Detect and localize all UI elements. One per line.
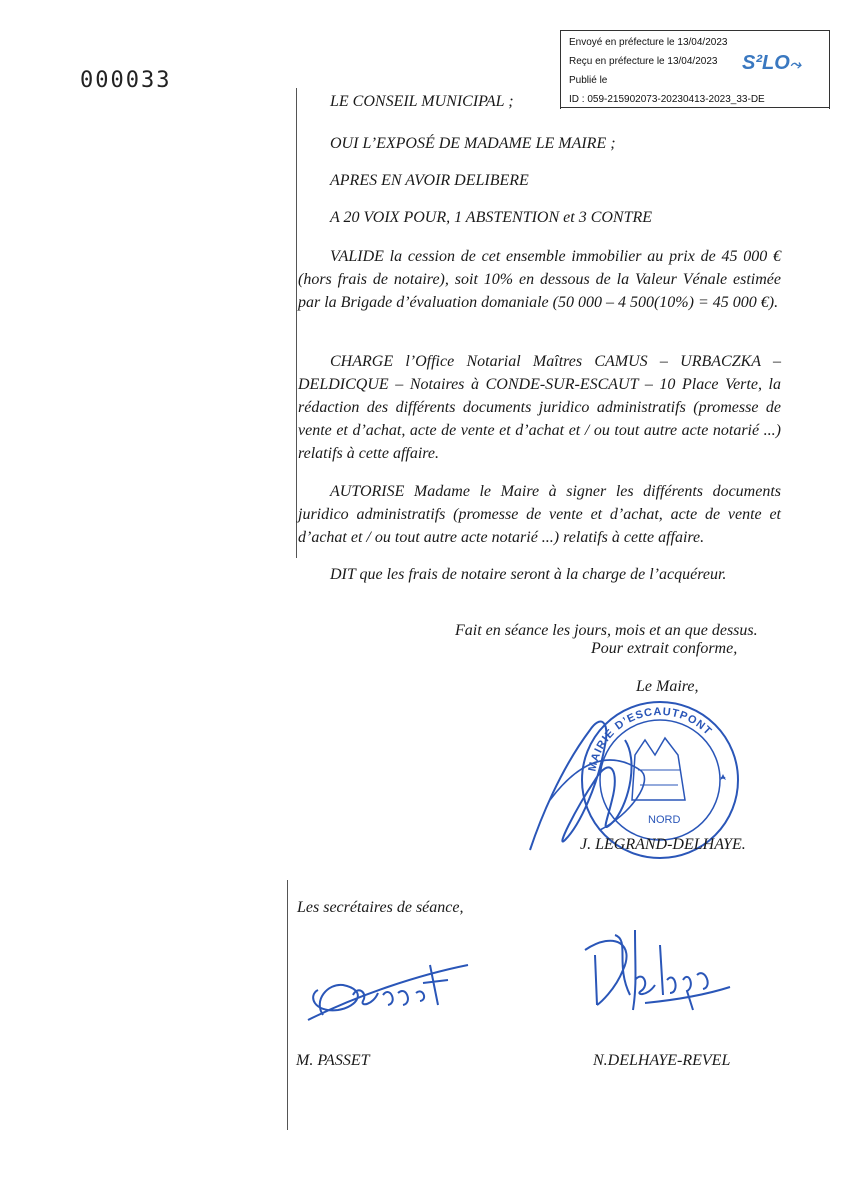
secretaries-label: Les secrétaires de séance, bbox=[297, 899, 464, 916]
secretary-left-name: M. PASSET bbox=[296, 1052, 370, 1069]
stamp-sent: Envoyé en préfecture le 13/04/2023 bbox=[569, 37, 728, 48]
stamp-id: ID : 059-215902073-20230413-2023_33-DE bbox=[569, 94, 765, 105]
charge-paragraph: CHARGE l’Office Notarial Maîtres CAMUS – URBACZKA – DELDICQUE – Notaires à CONDE-SUR-ESCAUT – 10 Place Verte, la rédaction des différents documents juridico administratifs (promesse de vente et d’achat, acte de vente et d’achat et / ou tout autre acte notarié ...) relatifs à cette affaire. bbox=[298, 353, 781, 462]
secretary-right-name: N.DELHAYE-REVEL bbox=[593, 1052, 731, 1069]
delhaye-signature bbox=[575, 925, 735, 1020]
council-line: LE CONSEIL MUNICIPAL ; bbox=[330, 93, 514, 110]
vote-line: A 20 VOIX POUR, 1 ABSTENTION et 3 CONTRE bbox=[330, 209, 653, 226]
expose-line: OUI L’EXPOSÉ DE MADAME LE MAIRE ; bbox=[330, 135, 616, 152]
valide-paragraph: VALIDE la cession de cet ensemble immobilier au prix de 45 000 € (hors frais de notaire), soit 10% en dessous de la Valeur Vénale estimée par la Brigade d’évaluation domaniale (50 000 – 4 500(10%) = 45 000 €). bbox=[298, 248, 781, 311]
mayor-name: J. LEGRAND-DELHAYE. bbox=[580, 836, 746, 853]
slo-logo: S²LO⤳ bbox=[742, 52, 801, 74]
maire-label: Le Maire, bbox=[636, 678, 699, 695]
mayor-signature bbox=[530, 722, 632, 850]
page-number: 000033 bbox=[80, 68, 172, 93]
margin-rule bbox=[287, 880, 288, 1130]
stamp-published: Publié le bbox=[569, 75, 608, 86]
extrait-line: Pour extrait conforme, bbox=[591, 640, 738, 657]
dit-line: DIT que les frais de notaire seront à la charge de l’acquéreur. bbox=[330, 566, 727, 583]
seal-sub-text: NORD bbox=[648, 814, 681, 826]
margin-rule bbox=[296, 88, 297, 558]
autorise-paragraph: AUTORISE Madame le Maire à signer les différents documents juridico administratifs (promesse de vente et d’achat, acte de vente et d’achat et / ou tout autre acte notarié ...) relatifs à cette affaire. bbox=[298, 483, 781, 546]
fait-line: Fait en séance les jours, mois et an que dessus. bbox=[455, 622, 758, 639]
deliberation-line: APRES EN AVOIR DELIBERE bbox=[330, 172, 529, 189]
passet-signature bbox=[298, 935, 478, 1025]
stamp-received: Reçu en préfecture le 13/04/2023 bbox=[569, 56, 718, 67]
seal-text: MAIRIE D’ESCAUTPONT bbox=[586, 705, 715, 773]
